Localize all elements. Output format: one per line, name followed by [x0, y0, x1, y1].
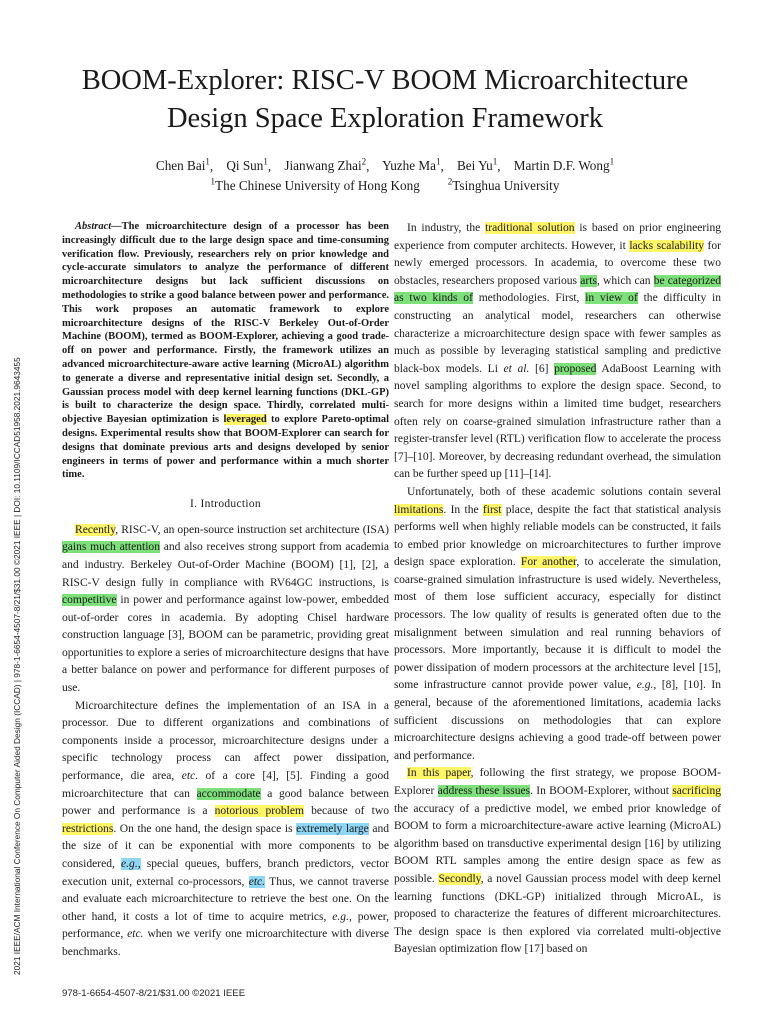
- highlight: notorious problem: [214, 805, 304, 818]
- author: Chen Bai$^1$: [155, 157, 210, 174]
- highlight: In this paper: [407, 767, 471, 780]
- affiliation: $^1$The Chinese University of Hong Kong: [210, 177, 420, 194]
- highlight: restrictions: [62, 822, 114, 835]
- highlight: in view of: [585, 292, 638, 305]
- paragraph: Microarchitecture defines the implementation of an ISA in a processor. Due to different organizations and combinations of components inside a processor, microarchitecture designs under a specific technology process can affect power dissipation, performance, die area, etc. of a core [4], [5]. Finding a good microarchitecture that can accommodate a good balance between power and performance is a notorious problem because of two restrictions. On the one hand, the design space is extremely large and the size of it can be exponential with more components to be considered, e.g., special queues, buffers, branch predictors, vector execution unit, external co-processors, etc. Thus, we cannot traverse and evaluate each microarchitecture to retrieve the best one. On the other hand, it costs a lot of time to acquire metrics, e.g., power, performance, etc. when we verify one microarchitecture with diverse benchmarks.: [62, 699, 389, 958]
- paragraph: In this paper, following the first strategy, we propose BOOM-Explorer address these issues. In BOOM-Explorer, without sacrificing the accuracy of a predictive model, we embed prior knowledge of BOOM to form a microarchitecture-aware active learning (MicroAL) algorithm based on transductive experimental design [16] by utilizing BOOM RTL samples among the entire design space as few as possible. Secondly, a novel Gaussian process model with deep kernel learning functions (DKL-GP) initialized through MicroAL, is proposed to characterize the features of different microarchitectures. The design space is then explored via correlated multi-objective Bayesian optimization flow [17] based on: [394, 767, 721, 956]
- title-line-2: Design Space Exploration Framework: [166, 103, 604, 134]
- highlight: lacks scalability: [629, 239, 705, 252]
- paragraph: Recently, RISC-V, an open-source instruction set architecture (ISA) gains much attention and also receives strong support from academia and industry. Berkeley Out-of-Order Machine (BOOM) [1], [2], a RISC-V design fully in compliance with RV64GC instructions, is competitive in power and performance against low-power, embedded out-of-order cores in academia. By adopting Chisel hardware construction language [3], BOOM can be parametric, providing great opportunities to explore a series of microarchitecture designs that have a better balance on power and performance for different purposes of use.: [62, 523, 389, 695]
- author: Qi Sun$^1$: [226, 157, 268, 174]
- highlight: traditional solution: [485, 222, 575, 234]
- author-list: Chen Bai$^1$, Qi Sun$^1$, Jianwang Zhai$^2$, Yuzhe Ma$^1$, Bei Yu$^1$, Martin D.F. Wong$^1$: [155, 157, 615, 174]
- highlight: etc.: [248, 875, 266, 888]
- highlight: accommodate: [196, 787, 261, 800]
- highlight: limitations: [394, 503, 444, 516]
- highlight: sacrificing: [672, 785, 721, 797]
- left-column: [62, 220, 389, 962]
- author: Martin D.F. Wong$^1$: [513, 157, 615, 174]
- highlight: proposed: [554, 362, 597, 375]
- highlight: competitive: [62, 594, 117, 607]
- highlight: Recently: [75, 523, 116, 536]
- conference-side-note: 2021 IEEE/ACM International Conference On Computer Aided Design (ICCAD) | 978-1-6654-4507-8/21/$31.00 ©2021 IEEE | DOI: 10.1109/ICCAD51958.2021.9643455: [12, 357, 22, 975]
- section-heading: I. Introduction: [190, 498, 261, 511]
- title-line-1: BOOM-Explorer: RISC-V BOOM Microarchitecture: [81, 65, 689, 96]
- highlight: address these issues: [437, 785, 531, 797]
- highlight: For another: [520, 556, 577, 569]
- highlight: be categorized as two kinds of: [394, 274, 721, 305]
- affiliations: [40, 173, 730, 195]
- highlight: leveraged: [223, 414, 267, 426]
- right-column: [394, 220, 721, 959]
- author: Jianwang Zhai$^2$: [284, 157, 367, 174]
- highlight: gains much attention: [62, 541, 160, 554]
- affiliation: $^2$Tsinghua University: [447, 177, 560, 194]
- abstract-label: Abstract: [75, 221, 112, 232]
- highlight: first: [482, 503, 502, 516]
- page-footer: 978-1-6654-4507-8/21/$31.00 ©2021 IEEE: [62, 988, 246, 999]
- author: Yuzhe Ma$^1$: [382, 157, 441, 174]
- highlight: arts: [580, 274, 597, 287]
- highlight: extremely large: [296, 822, 369, 835]
- highlight: Secondly: [438, 872, 481, 885]
- paragraph: Unfortunately, both of these academic solutions contain several limitations. In the first place, despite the fact that statistical analysis performs well when highly reliable models can be constructed, it fails to embed prior knowledge on microarchitectures to further improve design space exploration. For another, to accelerate the simulation, coarse-grained simulation infrastructure is used widely. Nevertheless, most of them lose sufficient accuracy, especially for distinct processors. The low quality of results is generated often due to the misalignment between simulation and real running behaviors of processors. More importantly, because it is difficult to model the power dissipation of modern processors at the architecture level [15], some infrastructure cannot provide power value, e.g., [8], [10]. In general, because of the aforementioned limitations, academia lacks sufficient discussions on methodologies that can explore microarchitecture designs achieving a good trade-off between power and performance.: [394, 485, 721, 762]
- paragraph: In industry, the traditional solution is based on prior engineering experience from computer architects. However, it lacks scalability for newly emerged processors. In academia, to overcome these two obstacles, researchers proposed various arts, which can be categorized as two kinds of methodologies. First, in view of the difficulty in constructing an analytical model, researchers can otherwise characterize a microarchitecture design space with fewer samples as much as possible by leveraging statistical sampling and predictive black-box models. Li et al. [6] proposed AdaBoost Learning with novel sampling algorithms to explore the design space. Second, to search for more designs within a limited time budget, researchers often rely on coarse-grained simulation infrastructure rather than a register-transfer level (RTL) verification flow to accelerate the process [7]–[10]. Moreover, by decreasing redundant overhead, the simulation can be further speed up [11]–[14].: [394, 222, 722, 481]
- paper-title: [40, 62, 730, 138]
- abstract: Abstract—The microarchitecture design of a processor has been increasingly difficult due to the large design space and time-consuming verification flow. Previously, researchers rely on prior knowledge and cycle-accurate simulators to analyze the performance of different microarchitecture designs but lack sufficient discussions on methodologies to strike a good balance between power and performance. This work proposes an automatic framework to explore microarchitecture designs of the RISC-V Berkeley Out-of-Order Machine (BOOM), termed as BOOM-Explorer, achieving a good trade-off on power and performance. Firstly, the framework utilizes an advanced microarchitecture-aware active learning (MicroAL) algorithm to generate a diverse and representative initial design set. Secondly, a Gaussian process model with deep kernel learning functions (DKL-GP) is built to characterize the design space. Thirdly, correlated multi-objective Bayesian optimization is leveraged to explore Pareto-optimal designs. Experimental results show that BOOM-Explorer can search for designs that dominate previous arts and designs developed by senior engineers in terms of power and performance within a much shorter time.: [62, 221, 389, 481]
- highlight: e.g.,: [121, 858, 141, 871]
- author: Bei Yu$^1$: [456, 157, 498, 174]
